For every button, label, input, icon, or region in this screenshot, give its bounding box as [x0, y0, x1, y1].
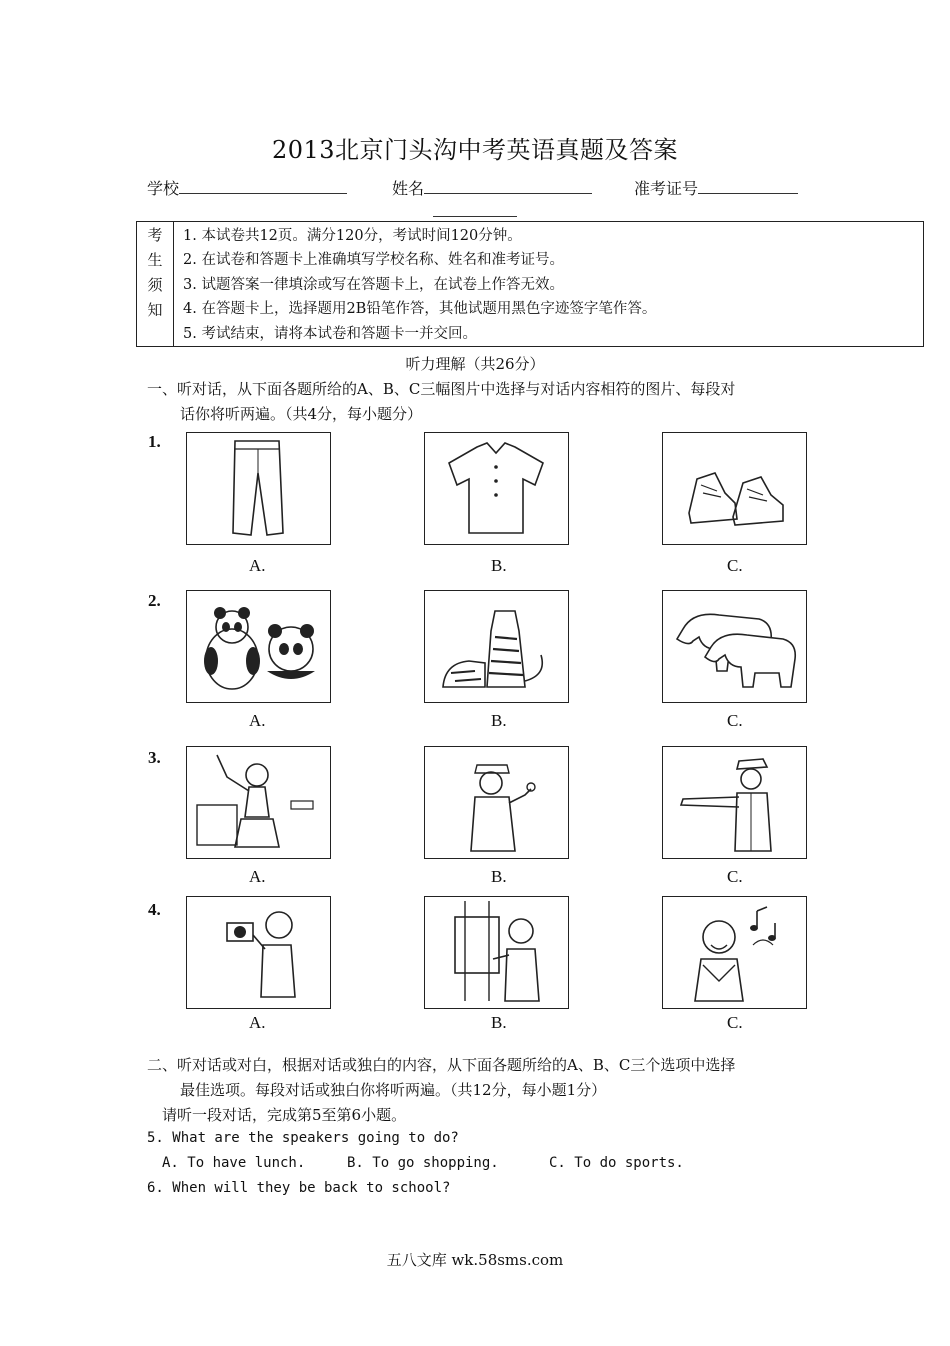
tigers-icon [425, 591, 567, 701]
q5-option-c[interactable]: C. To do sports. [549, 1155, 684, 1171]
option-picture-1b[interactable] [424, 432, 569, 545]
exam-id-field [634, 176, 798, 199]
option-picture-4a[interactable] [186, 896, 331, 1009]
option-label: C. [727, 1013, 743, 1032]
part1-instruction-line1: 一、听对话，从下面各题所给的A、B、C三幅图片中选择与对话内容相符的图片、每段对 [147, 380, 736, 398]
notice-side-char: 生 [147, 251, 163, 269]
pandas-icon [187, 591, 329, 701]
notice-item: 5. 考试结束，请将本试卷和答题卡一并交回。 [183, 325, 477, 342]
option-picture-4c[interactable] [662, 896, 807, 1009]
option-picture-3a[interactable] [186, 746, 331, 859]
q5-option-b[interactable]: B. To go shopping. [347, 1155, 499, 1171]
notice-box [136, 221, 924, 347]
option-label: C. [727, 711, 743, 730]
camera-person-icon [187, 897, 329, 1007]
question-6: 6. When will they be back to school? [147, 1180, 451, 1196]
name-field [392, 176, 592, 199]
option-label: C. [727, 556, 743, 575]
option-picture-2c[interactable] [662, 590, 807, 703]
police-officer-icon [663, 747, 805, 857]
notice-side [137, 222, 174, 346]
option-label: A. [249, 556, 266, 575]
part2-instruction-line1: 二、听对话或对白，根据对话或独白的内容，从下面各题所给的A、B、C三个选项中选择 [147, 1056, 736, 1074]
option-label: C. [727, 867, 743, 886]
exam-id-blank-continuation [433, 216, 517, 217]
notice-side-char: 知 [147, 301, 163, 319]
school-blank[interactable] [179, 179, 347, 194]
exam-id-blank[interactable] [698, 179, 798, 194]
question-number: 1. [148, 432, 161, 451]
footer-watermark: 五八文库 wk.58sms.com [386, 1251, 564, 1269]
sneakers-icon [663, 433, 805, 543]
question-number: 2. [148, 591, 161, 610]
part1-instruction-line2: 话你将听两遍。（共4分，每小题分） [180, 405, 423, 423]
notice-item: 1. 本试卷共12页。满分120分，考试时间120分钟。 [183, 228, 522, 244]
shirt-icon [425, 433, 567, 543]
option-picture-2a[interactable] [186, 590, 331, 703]
question-number: 4. [148, 900, 161, 919]
exam-id-label: 准考证号 [634, 179, 699, 198]
part2-instruction-line2: 最佳选项。每段对话或独白你将听两遍。（共12分，每小题1分） [180, 1081, 607, 1099]
painting-icon [425, 897, 567, 1007]
option-label: A. [249, 1013, 266, 1032]
q5-option-a[interactable]: A. To have lunch. [162, 1155, 306, 1171]
option-picture-1a[interactable] [186, 432, 331, 545]
notice-item: 2. 在试卷和答题卡上准确填写学校名称、姓名和准考证号。 [183, 252, 564, 269]
notice-item: 4. 在答题卡上，选择题用2B铅笔作答，其他试题用黑色字迹签字笔作答。 [183, 301, 657, 318]
singing-icon [663, 897, 805, 1007]
school-label: 学校 [147, 179, 180, 198]
option-picture-4b[interactable] [424, 896, 569, 1009]
school-field [147, 176, 347, 199]
option-label: B. [491, 711, 507, 730]
option-label: A. [249, 711, 266, 730]
notice-item: 3. 试题答案一律填涂或写在答题卡上，在试卷上作答无效。 [183, 276, 564, 293]
question-5: 5. What are the speakers going to do? [147, 1130, 459, 1146]
teacher-icon [187, 747, 329, 857]
doctor-icon [425, 747, 567, 857]
elephants-icon [663, 591, 805, 701]
notice-side-char: 须 [147, 276, 163, 294]
option-picture-3b[interactable] [424, 746, 569, 859]
option-label: A. [249, 867, 266, 886]
listening-instruction: 请听一段对话，完成第5至第6小题。 [162, 1106, 407, 1124]
page-title: 2013北京门头沟中考英语真题及答案 [271, 136, 679, 164]
option-label: B. [491, 867, 507, 886]
notice-side-char: 考 [147, 226, 163, 244]
option-picture-3c[interactable] [662, 746, 807, 859]
notice-items [183, 224, 656, 346]
option-label: B. [491, 1013, 507, 1032]
question-number: 3. [148, 748, 161, 767]
option-label: B. [491, 556, 507, 575]
name-blank[interactable] [424, 179, 592, 194]
name-label: 姓名 [392, 179, 425, 198]
option-picture-2b[interactable] [424, 590, 569, 703]
trousers-icon [187, 433, 329, 543]
option-picture-1c[interactable] [662, 432, 807, 545]
section-heading: 听力理解（共26分） [405, 355, 545, 373]
